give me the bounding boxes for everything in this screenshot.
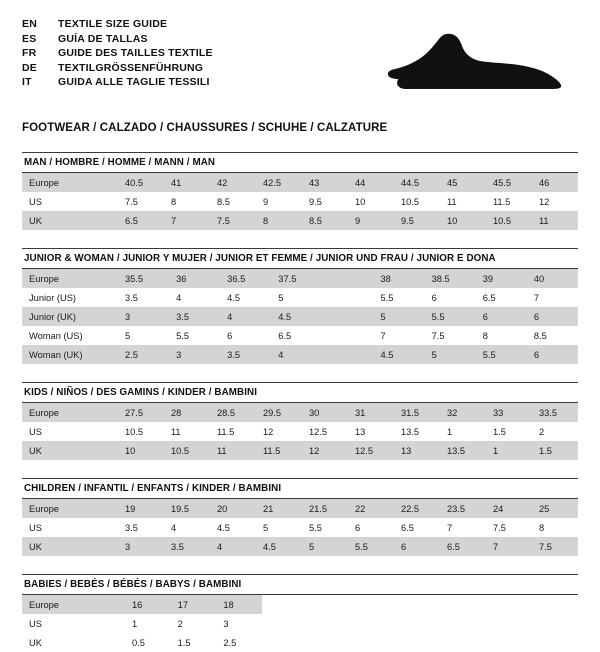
cell: 28 — [164, 403, 210, 422]
cell: 1 — [132, 618, 138, 629]
cell: 3.5 — [124, 522, 138, 533]
cell: 0.5 — [132, 637, 145, 648]
cell: 4.5 — [256, 537, 302, 556]
cell: 9.5 — [394, 211, 440, 230]
group-title: CHILDREN / INFANTIL / ENFANTS / KINDER / BAMBINI — [22, 478, 578, 499]
language-code: DE — [22, 61, 37, 74]
cell: 5 — [262, 522, 269, 533]
cell: 6 — [431, 292, 437, 303]
language-title: GUIDA ALLE TAGLIE TESSILI — [58, 76, 210, 88]
cell: 2 — [177, 618, 183, 629]
size-group-kids — [22, 382, 578, 460]
cell: 3.5 — [169, 307, 220, 326]
cell: 6.5 — [482, 292, 496, 303]
cell: 6.5 — [118, 211, 164, 230]
cell: 1 — [446, 426, 453, 437]
row-label: Junior (US) — [29, 292, 77, 303]
cell: 11.5 — [492, 196, 511, 207]
table-row — [22, 422, 578, 441]
cell: 7 — [446, 522, 453, 533]
cell: 5.5 — [425, 307, 476, 326]
table-row — [22, 499, 578, 518]
cell: 12.5 — [348, 441, 394, 460]
cell: 7 — [164, 211, 210, 230]
language-row-es — [22, 33, 213, 48]
cell: 8.5 — [302, 211, 348, 230]
size-table — [22, 499, 578, 556]
row-label: Europe — [22, 269, 118, 288]
cell: 11.5 — [256, 441, 302, 460]
cell: 24 — [486, 499, 532, 518]
language-title: TEXTILGRÖSSENFÜHRUNG — [58, 61, 204, 74]
cell: 28.5 — [210, 403, 256, 422]
cell: 21.5 — [302, 499, 348, 518]
cell: 12.5 — [308, 426, 328, 437]
cell: 10 — [440, 211, 486, 230]
table-row — [22, 269, 578, 288]
cell: 19.5 — [164, 499, 210, 518]
cell: 27.5 — [118, 403, 164, 422]
cell: 33 — [486, 403, 532, 422]
size-table — [22, 595, 262, 652]
size-table — [22, 269, 578, 364]
size-table — [22, 173, 578, 230]
cell: 10.5 — [486, 211, 532, 230]
cell: 3.5 — [164, 537, 210, 556]
row-label: UK — [22, 537, 118, 556]
group-title: JUNIOR & WOMAN / JUNIOR Y MUJER / JUNIOR ET FEMME / JUNIOR UND FRAU / JUNIOR E DONA — [22, 248, 578, 269]
group-title: KIDS / NIÑOS / DES GAMINS / KINDER / BAMBINI — [22, 382, 578, 403]
cell: 4.5 — [227, 292, 241, 303]
cell: 25 — [532, 499, 578, 518]
cell: 11 — [446, 196, 457, 207]
cell: 8 — [256, 211, 302, 230]
row-label: Woman (US) — [29, 330, 83, 341]
cell: 6 — [527, 345, 578, 364]
row-label: UK — [22, 441, 118, 460]
table-row — [22, 537, 578, 556]
cell: 18 — [216, 595, 262, 614]
cell: 2 — [538, 426, 545, 437]
cell: 31 — [348, 403, 394, 422]
cell: 42.5 — [256, 173, 302, 192]
table-row — [22, 288, 578, 307]
cell: 7 — [486, 537, 532, 556]
size-group-children — [22, 478, 578, 556]
language-title: TEXTILE SIZE GUIDE — [58, 18, 168, 30]
cell: 39 — [476, 269, 527, 288]
table-row — [22, 211, 578, 230]
language-code: IT — [22, 76, 32, 88]
cell: 6 — [354, 522, 361, 533]
cell: 22.5 — [394, 499, 440, 518]
cell: 4 — [170, 522, 177, 533]
cell: 33.5 — [532, 403, 578, 422]
row-label: Europe — [22, 173, 118, 192]
cell: 3 — [118, 537, 164, 556]
cell: 6.5 — [278, 330, 292, 341]
size-group-junior-woman — [22, 248, 578, 364]
table-row — [22, 307, 578, 326]
cell: 4 — [210, 537, 256, 556]
cell: 1.5 — [177, 637, 191, 648]
cell: 4 — [176, 292, 182, 303]
cell: 3 — [223, 618, 229, 629]
document-header — [22, 18, 578, 108]
cell: 13.5 — [400, 426, 420, 437]
cell: 5.5 — [348, 537, 394, 556]
cell: 11 — [210, 441, 256, 460]
cell: 6.5 — [400, 522, 414, 533]
table-row — [22, 518, 578, 537]
cell: 38 — [374, 269, 425, 288]
row-label: US — [29, 426, 42, 437]
cell: 5 — [278, 292, 284, 303]
cell: 7.5 — [124, 196, 138, 207]
cell: 13 — [354, 426, 366, 437]
cell: 3.5 — [220, 345, 271, 364]
row-label: US — [29, 196, 42, 207]
cell: 45 — [440, 173, 486, 192]
cell: 3.5 — [124, 292, 138, 303]
cell: 1.5 — [492, 426, 506, 437]
table-row — [22, 192, 578, 211]
cell: 5.5 — [176, 330, 189, 341]
table-row — [22, 595, 262, 614]
row-label: UK — [22, 211, 118, 230]
cell: 32 — [440, 403, 486, 422]
cell: 42 — [210, 173, 256, 192]
language-code: ES — [22, 32, 37, 45]
table-row — [22, 326, 578, 345]
table-row — [22, 441, 578, 460]
cell: 19 — [118, 499, 164, 518]
cell: 16 — [125, 595, 171, 614]
cell: 11 — [170, 426, 181, 437]
row-label: US — [29, 618, 42, 629]
size-group-man — [22, 152, 578, 230]
cell: 6 — [394, 537, 440, 556]
cell: 11 — [532, 211, 578, 230]
cell: 1.5 — [532, 441, 578, 460]
cell: 1 — [486, 441, 532, 460]
table-row — [22, 403, 578, 422]
group-title: BABIES / BEBÉS / BÉBÉS / BABYS / BAMBINI — [22, 574, 578, 595]
cell: 17 — [171, 595, 217, 614]
cell: 36 — [169, 269, 220, 288]
row-label: US — [29, 522, 42, 533]
cell: 4.5 — [271, 307, 322, 326]
cell: 21 — [256, 499, 302, 518]
cell: 2.5 — [223, 637, 237, 648]
cell: 11.5 — [216, 426, 235, 437]
cell: 5.5 — [476, 345, 527, 364]
cell: 5 — [374, 307, 425, 326]
cell: 7.5 — [532, 537, 578, 556]
row-label: Woman (UK) — [22, 345, 118, 364]
cell: 8.5 — [216, 196, 230, 207]
size-group-babies — [22, 574, 578, 652]
cell: 9.5 — [308, 196, 322, 207]
cell: 7 — [380, 330, 386, 341]
row-label: UK — [29, 637, 42, 648]
cell: 13 — [394, 441, 440, 460]
cell — [322, 307, 373, 326]
cell: 5 — [425, 345, 476, 364]
cell: 44.5 — [394, 173, 440, 192]
cell: 38.5 — [425, 269, 476, 288]
cell: 5.5 — [308, 522, 322, 533]
cell: 4 — [271, 345, 322, 364]
cell: 8 — [170, 196, 177, 207]
size-table — [22, 403, 578, 460]
cell: 10.5 — [124, 426, 144, 437]
cell: 7.5 — [431, 330, 445, 341]
cell: 8 — [538, 522, 545, 533]
language-title: GUÍA DE TALLAS — [58, 32, 148, 45]
cell: 3 — [169, 345, 220, 364]
cell — [322, 269, 373, 288]
cell: 44 — [348, 173, 394, 192]
table-row — [22, 614, 262, 633]
cell: 46 — [532, 173, 578, 192]
table-row — [22, 633, 262, 652]
cell: 37.5 — [271, 269, 322, 288]
cell: 40 — [527, 269, 578, 288]
cell: 20 — [210, 499, 256, 518]
cell: 10 — [354, 196, 366, 207]
cell: 31.5 — [394, 403, 440, 422]
cell: 6 — [227, 330, 233, 341]
cell: 41 — [164, 173, 210, 192]
cell: 23.5 — [440, 499, 486, 518]
cell: 7.5 — [210, 211, 256, 230]
cell: 6 — [476, 307, 527, 326]
row-label: Junior (UK) — [22, 307, 118, 326]
cell: 10.5 — [164, 441, 210, 460]
cell — [322, 288, 373, 307]
table-row — [22, 345, 578, 364]
cell: 2.5 — [118, 345, 169, 364]
cell: 5 — [302, 537, 348, 556]
cell — [322, 326, 373, 345]
cell: 43 — [302, 173, 348, 192]
cell: 35.5 — [118, 269, 169, 288]
cell: 7.5 — [492, 522, 506, 533]
cell: 29.5 — [256, 403, 302, 422]
cell: 8 — [482, 330, 488, 341]
cell: 30 — [302, 403, 348, 422]
cell — [322, 345, 373, 364]
language-code: FR — [22, 47, 37, 59]
row-label: Europe — [22, 595, 125, 614]
cell: 4.5 — [374, 345, 425, 364]
cell: 5.5 — [380, 292, 394, 303]
page-title: FOOTWEAR / CALZADO / CHAUSSURES / SCHUHE / CALZATURE — [22, 122, 388, 134]
cell: 4 — [220, 307, 271, 326]
cell: 10 — [118, 441, 164, 460]
cell: 12 — [262, 426, 274, 437]
cell: 4.5 — [216, 522, 230, 533]
cell: 6.5 — [440, 537, 486, 556]
cell: 6 — [527, 307, 578, 326]
cell: 10.5 — [400, 196, 420, 207]
cell: 13.5 — [440, 441, 486, 460]
cell: 36.5 — [220, 269, 271, 288]
table-row — [22, 173, 578, 192]
language-row-it — [22, 76, 213, 91]
language-row-fr — [22, 47, 213, 62]
cell: 9 — [348, 211, 394, 230]
cell: 12 — [538, 196, 550, 207]
cell: 40.5 — [118, 173, 164, 192]
cell: 22 — [348, 499, 394, 518]
group-title: MAN / HOMBRE / HOMME / MANN / MAN — [22, 152, 578, 173]
language-title: GUIDE DES TAILLES TEXTILE — [58, 47, 213, 59]
language-code: EN — [22, 18, 37, 30]
language-title-list — [22, 18, 213, 91]
cell: 3 — [118, 307, 169, 326]
cell: 8.5 — [533, 330, 547, 341]
cell: 9 — [262, 196, 269, 207]
language-row-en — [22, 18, 213, 33]
row-label: Europe — [22, 403, 118, 422]
row-label: Europe — [22, 499, 118, 518]
language-row-de — [22, 62, 213, 77]
cell: 45.5 — [486, 173, 532, 192]
cell: 7 — [533, 292, 539, 303]
cell: 12 — [302, 441, 348, 460]
dress-shoe-icon — [386, 32, 566, 94]
cell: 5 — [124, 330, 131, 341]
